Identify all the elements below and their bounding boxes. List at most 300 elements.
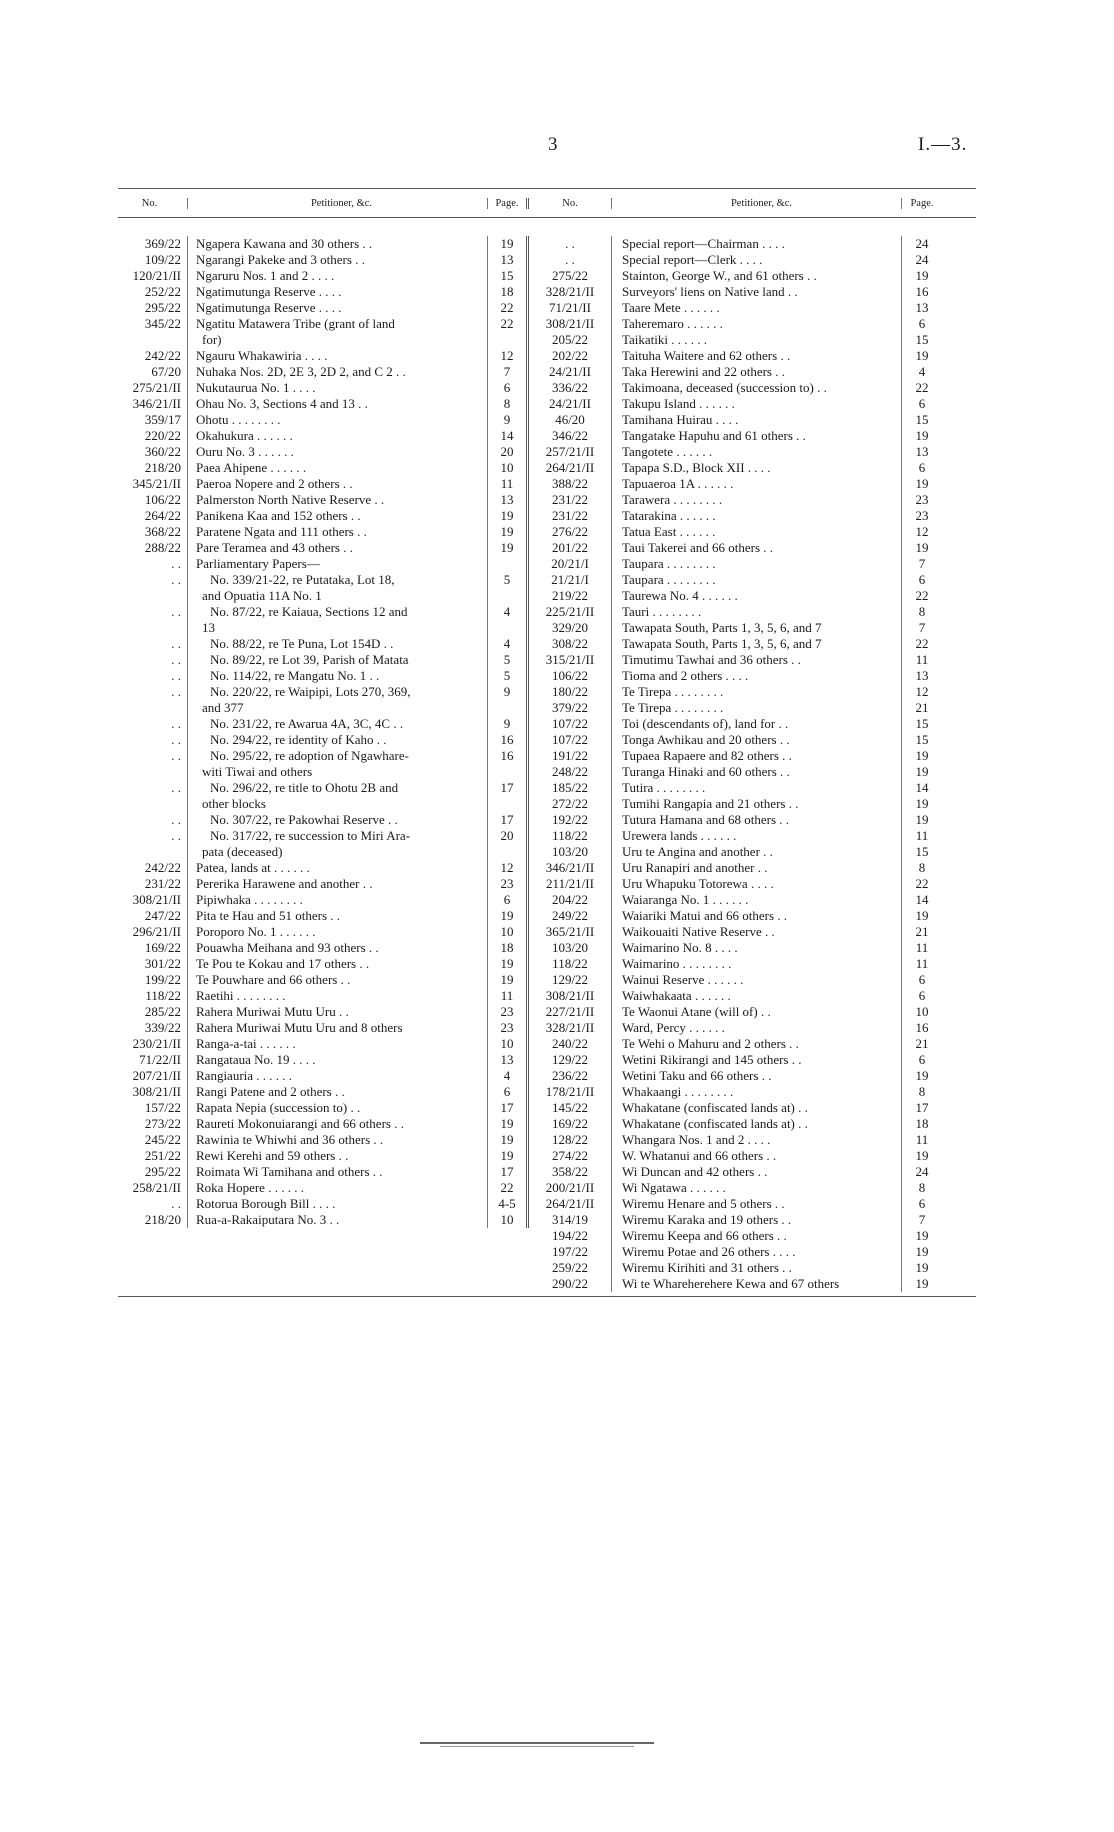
petitioner-cell: Rangataua No. 19 . . . . bbox=[188, 1052, 488, 1068]
petitioner-cell: Waikouaiti Native Reserve . . bbox=[612, 924, 902, 940]
page-cell: 11 bbox=[915, 652, 929, 667]
petitioner-cell: Rua-a-Rakaiputara No. 3 . . bbox=[188, 1212, 488, 1228]
c-no-cell: . . bbox=[118, 732, 188, 748]
petitioner-cell: Roimata Wi Tamihana and others . . bbox=[188, 1164, 488, 1180]
page-cell: 15 bbox=[915, 332, 929, 347]
petitioner-cell: Taui Takerei and 66 others . . bbox=[612, 540, 902, 556]
petitioner-cell: Wetini Taku and 66 others . . bbox=[612, 1068, 902, 1084]
table-row bbox=[118, 1116, 529, 1132]
page-cell: 19 bbox=[915, 1244, 929, 1259]
c-no-cell: 145/22 bbox=[529, 1100, 612, 1116]
table-row bbox=[529, 364, 942, 380]
petitioner-cell: Waiaranga No. 1 . . . . . . bbox=[612, 892, 902, 908]
c-no-cell: 71/21/II bbox=[529, 300, 612, 316]
page-cell: 12 bbox=[488, 348, 529, 364]
petitioner-cell: Wiremu Kirihiti and 31 others . . bbox=[612, 1260, 902, 1276]
c-no-cell: 358/22 bbox=[529, 1164, 612, 1180]
table-row bbox=[529, 380, 942, 396]
c-no-cell: . . bbox=[118, 828, 188, 844]
table-row bbox=[118, 652, 529, 668]
page-cell: 11 bbox=[488, 988, 529, 1004]
page-cell: 4 bbox=[918, 364, 926, 379]
c-no-cell: 231/22 bbox=[118, 876, 188, 892]
table-row bbox=[118, 1180, 529, 1196]
table-row bbox=[529, 236, 942, 252]
table-row bbox=[118, 972, 529, 988]
c-no-cell: . . bbox=[118, 668, 188, 684]
table-row bbox=[529, 892, 942, 908]
c-no-cell: 218/20 bbox=[118, 1212, 188, 1228]
table-row bbox=[118, 940, 529, 956]
c-no-cell: 128/22 bbox=[529, 1132, 612, 1148]
table-row bbox=[529, 428, 942, 444]
petitioner-cell: Turanga Hinaki and 60 others . . bbox=[612, 764, 902, 780]
petitioner-cell: Whakatane (confiscated lands at) . . bbox=[612, 1100, 902, 1116]
c-no-cell: 191/22 bbox=[529, 748, 612, 764]
petitioner-cell: Wainui Reserve . . . . . . bbox=[612, 972, 902, 988]
petitioner-cell: Taikatiki . . . . . . bbox=[612, 332, 902, 348]
table-row bbox=[529, 268, 942, 284]
table-row bbox=[529, 396, 942, 412]
page-cell: 19 bbox=[915, 540, 929, 555]
page-cell: 11 bbox=[915, 940, 929, 955]
petitioner-cell: Ohau No. 3, Sections 4 and 13 . . bbox=[188, 396, 488, 412]
table-row bbox=[529, 668, 942, 684]
c-no-cell: 301/22 bbox=[118, 956, 188, 972]
page-cell: 19 bbox=[488, 956, 529, 972]
petitioner-cell: Special report—Clerk . . . . bbox=[612, 252, 902, 268]
c-no-cell: 118/22 bbox=[529, 828, 612, 844]
page-cell: 19 bbox=[915, 348, 929, 363]
petitioner-cell: Ngapera Kawana and 30 others . . bbox=[188, 236, 488, 252]
c-no-cell: 242/22 bbox=[118, 348, 188, 364]
petitioner-cell: Ngarangi Pakeke and 3 others . . bbox=[188, 252, 488, 268]
table-row bbox=[529, 524, 942, 540]
c-no-cell: 264/21/II bbox=[529, 460, 612, 476]
petitioner-cell: Paratene Ngata and 111 others . . bbox=[188, 524, 488, 540]
petitioner-cell: Waiwhakaata . . . . . . bbox=[612, 988, 902, 1004]
c-no-cell: . . bbox=[118, 748, 188, 764]
table-row bbox=[118, 540, 529, 556]
petitioner-cell: Tumihi Rangapia and 21 others . . bbox=[612, 796, 902, 812]
c-no-cell: 328/21/II bbox=[529, 284, 612, 300]
page-cell: 11 bbox=[915, 828, 929, 843]
table-row bbox=[118, 924, 529, 940]
c-no-cell: . . bbox=[118, 780, 188, 796]
c-no-cell: 157/22 bbox=[118, 1100, 188, 1116]
table-row bbox=[529, 828, 942, 844]
table-row bbox=[529, 588, 942, 604]
c-no-cell: 247/22 bbox=[118, 908, 188, 924]
petitioner-cell: Ngauru Whakawiria . . . . bbox=[188, 348, 488, 364]
table-row bbox=[529, 908, 942, 924]
c-no-cell: . . bbox=[118, 572, 188, 588]
c-no-cell: 207/21/II bbox=[118, 1068, 188, 1084]
table-row bbox=[118, 1212, 529, 1228]
petitioner-cell: No. 87/22, re Kaiaua, Sections 12 and bbox=[188, 604, 488, 620]
petitioner-cell: Wi Duncan and 42 others . . bbox=[612, 1164, 902, 1180]
table-row bbox=[118, 348, 529, 364]
page-cell: 19 bbox=[915, 268, 929, 283]
table-row bbox=[118, 684, 529, 700]
page-cell: 24 bbox=[915, 236, 929, 251]
page-cell: 23 bbox=[915, 492, 929, 507]
page-cell: 19 bbox=[488, 908, 529, 924]
table-row bbox=[529, 1116, 942, 1132]
table-row bbox=[529, 940, 942, 956]
petitioner-cell: Nuhaka Nos. 2D, 2E 3, 2D 2, and C 2 . . bbox=[188, 364, 488, 380]
page-cell: 23 bbox=[915, 508, 929, 523]
c-no-cell: 20/21/I bbox=[529, 556, 612, 572]
c-no-cell: 308/21/II bbox=[529, 988, 612, 1004]
petitioner-cell: Urewera lands . . . . . . bbox=[612, 828, 902, 844]
table-row bbox=[529, 556, 942, 572]
c-no-cell: 259/22 bbox=[529, 1260, 612, 1276]
c-no-cell: 106/22 bbox=[529, 668, 612, 684]
header-no-right: No. bbox=[529, 198, 612, 209]
petitioner-cell: Whangara Nos. 1 and 2 . . . . bbox=[612, 1132, 902, 1148]
table-row bbox=[118, 588, 529, 604]
c-no-cell: 103/20 bbox=[529, 844, 612, 860]
c-no-cell: . . bbox=[118, 652, 188, 668]
petitioner-cell: and Opuatia 11A No. 1 bbox=[188, 588, 488, 604]
table-row bbox=[118, 492, 529, 508]
c-no-cell: 107/22 bbox=[529, 732, 612, 748]
page-cell: 11 bbox=[915, 1132, 929, 1147]
page-cell: 7 bbox=[918, 556, 926, 571]
page-cell: 21 bbox=[915, 700, 929, 715]
c-no-cell: 251/22 bbox=[118, 1148, 188, 1164]
page-cell: 11 bbox=[915, 956, 929, 971]
page-cell: 17 bbox=[915, 1100, 929, 1115]
c-no-cell: . . bbox=[118, 604, 188, 620]
c-no-cell: 308/21/II bbox=[118, 892, 188, 908]
c-no-cell: 103/20 bbox=[529, 940, 612, 956]
page-cell: 19 bbox=[488, 972, 529, 988]
petitioner-cell: Ranga-a-tai . . . . . . bbox=[188, 1036, 488, 1052]
c-no-cell: 169/22 bbox=[529, 1116, 612, 1132]
c-no-cell: 272/22 bbox=[529, 796, 612, 812]
c-no-cell: 24/21/II bbox=[529, 364, 612, 380]
c-no-cell: 220/22 bbox=[118, 428, 188, 444]
c-no-cell: . . bbox=[118, 812, 188, 828]
c-no-cell: 274/22 bbox=[529, 1148, 612, 1164]
c-no-cell: 296/21/II bbox=[118, 924, 188, 940]
petitioner-cell: Rangiauria . . . . . . bbox=[188, 1068, 488, 1084]
page-cell: 19 bbox=[915, 1068, 929, 1083]
table-row bbox=[529, 1020, 942, 1036]
page-cell: 18 bbox=[488, 284, 529, 300]
petitioner-cell: Te Tirepa . . . . . . . . bbox=[612, 700, 902, 716]
petitioner-cell: Tapuaeroa 1A . . . . . . bbox=[612, 476, 902, 492]
petitioner-cell: Taupara . . . . . . . . bbox=[612, 572, 902, 588]
c-no-cell: 219/22 bbox=[529, 588, 612, 604]
table-row bbox=[118, 780, 529, 796]
petitioner-cell: Wetini Rikirangi and 145 others . . bbox=[612, 1052, 902, 1068]
header-page-right: Page. bbox=[910, 197, 934, 209]
petitioner-cell: Taare Mete . . . . . . bbox=[612, 300, 902, 316]
petitioner-cell: No. 317/22, re succession to Miri Ara- bbox=[188, 828, 488, 844]
petitioner-cell: No. 88/22, re Te Puna, Lot 154D . . bbox=[188, 636, 488, 652]
c-no-cell: 231/22 bbox=[529, 508, 612, 524]
table-row bbox=[118, 908, 529, 924]
table-row bbox=[529, 620, 942, 636]
petitioner-cell: Takupu Island . . . . . . bbox=[612, 396, 902, 412]
c-no-cell: 308/22 bbox=[529, 636, 612, 652]
petitioner-cell: Surveyors' liens on Native land . . bbox=[612, 284, 902, 300]
c-no-cell: 192/22 bbox=[529, 812, 612, 828]
table-row bbox=[118, 1196, 529, 1212]
c-no-cell: 178/21/II bbox=[529, 1084, 612, 1100]
table-row bbox=[529, 604, 942, 620]
page-cell: 19 bbox=[915, 1276, 929, 1291]
table-row bbox=[118, 556, 529, 572]
c-no-cell: 205/22 bbox=[529, 332, 612, 348]
c-no-cell: 202/22 bbox=[529, 348, 612, 364]
table-row bbox=[529, 1180, 942, 1196]
c-no-cell bbox=[118, 796, 188, 812]
table-row bbox=[118, 828, 529, 844]
c-no-cell: 21/21/I bbox=[529, 572, 612, 588]
c-no-cell: 211/21/II bbox=[529, 876, 612, 892]
page-cell: 22 bbox=[488, 300, 529, 316]
petitioner-cell: Waiariki Matui and 66 others . . bbox=[612, 908, 902, 924]
c-no-cell: 314/19 bbox=[529, 1212, 612, 1228]
page-cell: 13 bbox=[488, 492, 529, 508]
table-row bbox=[118, 748, 529, 764]
page-cell: 15 bbox=[488, 268, 529, 284]
c-no-cell: 388/22 bbox=[529, 476, 612, 492]
table-row bbox=[529, 732, 942, 748]
petitioner-cell: for) bbox=[188, 332, 488, 348]
c-no-cell: 336/22 bbox=[529, 380, 612, 396]
page-cell: 10 bbox=[488, 460, 529, 476]
petitioner-cell: Raetihi . . . . . . . . bbox=[188, 988, 488, 1004]
petitioner-cell: Takimoana, deceased (succession to) . . bbox=[612, 380, 902, 396]
c-no-cell bbox=[118, 764, 188, 780]
c-no-cell: . . bbox=[118, 716, 188, 732]
petitioner-cell: Te Pou te Kokau and 17 others . . bbox=[188, 956, 488, 972]
page-cell: 19 bbox=[488, 524, 529, 540]
table-row bbox=[529, 1036, 942, 1052]
c-no-cell: . . bbox=[529, 236, 612, 252]
table-row bbox=[529, 1276, 942, 1292]
table-row bbox=[529, 764, 942, 780]
c-no-cell bbox=[118, 620, 188, 636]
c-no-cell: 118/22 bbox=[529, 956, 612, 972]
c-no-cell: 180/22 bbox=[529, 684, 612, 700]
table-row bbox=[529, 1132, 942, 1148]
petitioner-cell: Waimarino . . . . . . . . bbox=[612, 956, 902, 972]
c-no-cell: 369/22 bbox=[118, 236, 188, 252]
c-no-cell bbox=[118, 588, 188, 604]
petitioner-cell: Parliamentary Papers— bbox=[188, 556, 488, 572]
table-row bbox=[118, 604, 529, 620]
c-no-cell: . . bbox=[118, 636, 188, 652]
page-cell: 12 bbox=[915, 684, 929, 699]
c-no-cell: 276/22 bbox=[529, 524, 612, 540]
petitioner-cell: Raureti Mokonuiarangi and 66 others . . bbox=[188, 1116, 488, 1132]
page-cell: 12 bbox=[915, 524, 929, 539]
page-cell: 19 bbox=[915, 748, 929, 763]
page-cell: 24 bbox=[915, 252, 929, 267]
table-row bbox=[118, 844, 529, 860]
petitioner-cell: Rotorua Borough Bill . . . . bbox=[188, 1196, 488, 1212]
petitioner-cell: Pita te Hau and 51 others . . bbox=[188, 908, 488, 924]
c-no-cell: 231/22 bbox=[529, 492, 612, 508]
c-no-cell: 365/21/II bbox=[529, 924, 612, 940]
page-cell: 19 bbox=[488, 1132, 529, 1148]
table-row bbox=[529, 1228, 942, 1244]
page-cell: 6 bbox=[918, 972, 926, 987]
petitioner-cell: Waimarino No. 8 . . . . bbox=[612, 940, 902, 956]
page-cell: 6 bbox=[918, 396, 926, 411]
table-row bbox=[529, 444, 942, 460]
page-cell: 17 bbox=[488, 1100, 529, 1116]
table-row bbox=[118, 476, 529, 492]
page-cell: 8 bbox=[918, 860, 926, 875]
c-no-cell: 24/21/II bbox=[529, 396, 612, 412]
petitioner-cell: Te Pouwhare and 66 others . . bbox=[188, 972, 488, 988]
table-row bbox=[529, 956, 942, 972]
page-cell: 12 bbox=[488, 860, 529, 876]
c-no-cell: 107/22 bbox=[529, 716, 612, 732]
page-cell: 13 bbox=[488, 1052, 529, 1068]
table-row bbox=[118, 1148, 529, 1164]
page-cell bbox=[488, 620, 529, 636]
page-cell bbox=[488, 588, 529, 604]
petitioner-cell: Wiremu Karaka and 19 others . . bbox=[612, 1212, 902, 1228]
c-no-cell: 129/22 bbox=[529, 972, 612, 988]
page-cell: 13 bbox=[915, 668, 929, 683]
left-column bbox=[118, 236, 529, 1292]
c-no-cell: 249/22 bbox=[529, 908, 612, 924]
c-no-cell: 359/17 bbox=[118, 412, 188, 428]
page-cell: 19 bbox=[488, 508, 529, 524]
petitioner-cell: Tutura Hamana and 68 others . . bbox=[612, 812, 902, 828]
petitioner-cell: No. 220/22, re Waipipi, Lots 270, 369, bbox=[188, 684, 488, 700]
table-row bbox=[529, 652, 942, 668]
table-row bbox=[118, 876, 529, 892]
page-cell: 13 bbox=[915, 300, 929, 315]
table-row bbox=[529, 780, 942, 796]
petitioner-cell: Te Waonui Atane (will of) . . bbox=[612, 1004, 902, 1020]
table-row bbox=[529, 412, 942, 428]
table-row bbox=[118, 412, 529, 428]
table-row bbox=[529, 812, 942, 828]
table-row bbox=[118, 1004, 529, 1020]
table-row bbox=[529, 492, 942, 508]
table-row bbox=[118, 268, 529, 284]
c-no-cell: . . bbox=[529, 252, 612, 268]
page-cell: 8 bbox=[918, 604, 926, 619]
c-no-cell: 258/21/II bbox=[118, 1180, 188, 1196]
page-cell: 19 bbox=[488, 540, 529, 556]
c-no-cell: . . bbox=[118, 556, 188, 572]
petitioner-cell: No. 231/22, re Awarua 4A, 3C, 4C . . bbox=[188, 716, 488, 732]
c-no-cell: 264/22 bbox=[118, 508, 188, 524]
table-row bbox=[529, 332, 942, 348]
page-cell: 19 bbox=[915, 764, 929, 779]
petitioner-cell: Rangi Patene and 2 others . . bbox=[188, 1084, 488, 1100]
c-no-cell: 46/20 bbox=[529, 412, 612, 428]
petitioner-cell: Uru te Angina and another . . bbox=[612, 844, 902, 860]
petitioner-cell: Rawinia te Whiwhi and 36 others . . bbox=[188, 1132, 488, 1148]
petitioner-cell: Palmerston North Native Reserve . . bbox=[188, 492, 488, 508]
page-cell: 16 bbox=[915, 1020, 929, 1035]
table-row bbox=[118, 716, 529, 732]
petitioner-cell: Taupara . . . . . . . . bbox=[612, 556, 902, 572]
petitioner-cell: Ngatimutunga Reserve . . . . bbox=[188, 284, 488, 300]
petitioner-cell: Wi Ngatawa . . . . . . bbox=[612, 1180, 902, 1196]
petitioner-cell: Tangotete . . . . . . bbox=[612, 444, 902, 460]
c-no-cell: 200/21/II bbox=[529, 1180, 612, 1196]
c-no-cell: 328/21/II bbox=[529, 1020, 612, 1036]
c-no-cell: 252/22 bbox=[118, 284, 188, 300]
page-cell: 19 bbox=[488, 1116, 529, 1132]
table-row bbox=[118, 572, 529, 588]
page-cell: 10 bbox=[488, 1212, 529, 1228]
page-cell: 4 bbox=[488, 636, 529, 652]
table-row bbox=[118, 1084, 529, 1100]
petitioner-cell: Tarawera . . . . . . . . bbox=[612, 492, 902, 508]
page-cell: 23 bbox=[488, 876, 529, 892]
table-row bbox=[529, 540, 942, 556]
petitioner-cell: Panikena Kaa and 152 others . . bbox=[188, 508, 488, 524]
table-row bbox=[118, 988, 529, 1004]
table-row bbox=[118, 636, 529, 652]
c-no-cell: 257/21/II bbox=[529, 444, 612, 460]
page-cell: 4-5 bbox=[488, 1196, 529, 1212]
table-row bbox=[118, 1132, 529, 1148]
footer-rule bbox=[420, 1742, 654, 1744]
table-row bbox=[529, 1212, 942, 1228]
petitioner-cell: Pare Teramea and 43 others . . bbox=[188, 540, 488, 556]
petitioner-cell: Toi (descendants of), land for . . bbox=[612, 716, 902, 732]
petitioner-cell: Tatarakina . . . . . . bbox=[612, 508, 902, 524]
petitioner-cell: Stainton, George W., and 61 others . . bbox=[612, 268, 902, 284]
right-column bbox=[529, 236, 942, 1292]
table-row bbox=[118, 812, 529, 828]
page-cell bbox=[488, 796, 529, 812]
c-no-cell: 201/22 bbox=[529, 540, 612, 556]
c-no-cell: 227/21/II bbox=[529, 1004, 612, 1020]
table-row bbox=[529, 972, 942, 988]
table-row bbox=[529, 1068, 942, 1084]
table-row bbox=[529, 988, 942, 1004]
petitioner-cell: Ngatimutunga Reserve . . . . bbox=[188, 300, 488, 316]
table-row bbox=[529, 1100, 942, 1116]
bottom-rule bbox=[118, 1296, 976, 1297]
page-cell bbox=[488, 844, 529, 860]
page-cell: 7 bbox=[918, 1212, 926, 1227]
petitioner-cell: Taurewa No. 4 . . . . . . bbox=[612, 588, 902, 604]
page-cell: 19 bbox=[488, 1148, 529, 1164]
c-no-cell: 308/21/II bbox=[529, 316, 612, 332]
page-cell: 5 bbox=[488, 652, 529, 668]
petitioner-cell: Tapapa S.D., Block XII . . . . bbox=[612, 460, 902, 476]
table-row bbox=[529, 1260, 942, 1276]
page-cell: 7 bbox=[488, 364, 529, 380]
table-row bbox=[118, 524, 529, 540]
petitioner-cell: pata (deceased) bbox=[188, 844, 488, 860]
page-cell: 14 bbox=[915, 892, 929, 907]
page-cell: 19 bbox=[488, 236, 529, 252]
petitioner-cell: Rewi Kerehi and 59 others . . bbox=[188, 1148, 488, 1164]
page-cell: 20 bbox=[488, 828, 529, 844]
page-cell: 6 bbox=[918, 316, 926, 331]
page-cell: 19 bbox=[915, 476, 929, 491]
